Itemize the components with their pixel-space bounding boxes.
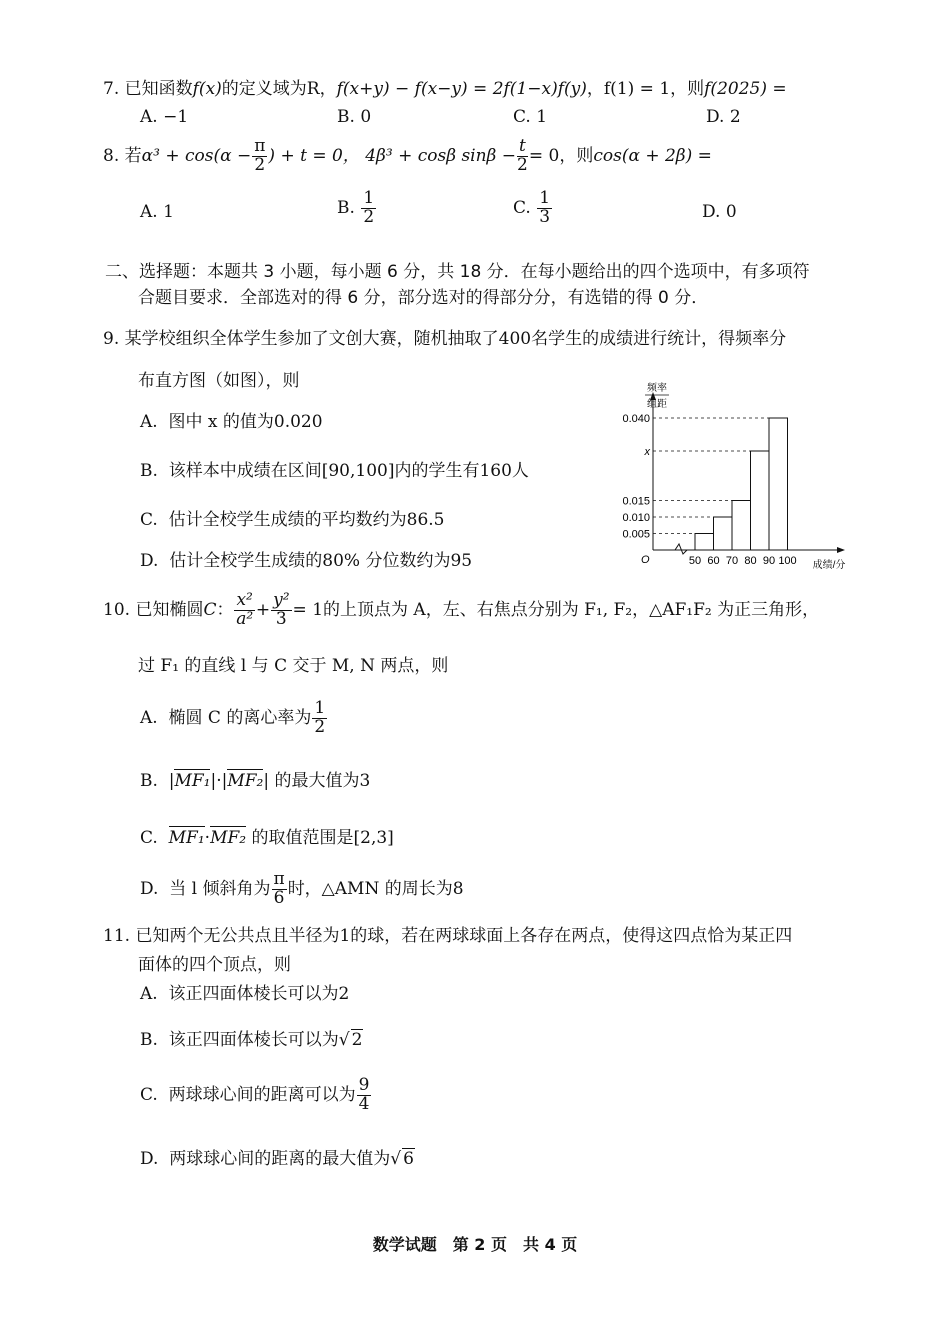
q10-stem: 10. 已知椭圆C： $\frac{\text{x²}}{\text{a²}}$ + $\frac{\text{y²}}{3}$ = 1的上顶点为 A，左、右焦点分别为 F₁, F₂，△AF₁F₂ 为正三角形， — [103, 590, 820, 629]
y-tick-label: x — [644, 446, 650, 458]
x-axis-arrow — [837, 547, 845, 553]
q9-stem-line1: 9. 某学校组织全体学生参加了文创大赛，随机抽取了400名学生的成绩进行统计，得频率分 — [103, 329, 787, 349]
histogram-bar — [695, 534, 714, 551]
x-tick-label: 80 — [744, 555, 757, 567]
q9-option-b: B. 该样本中成绩在区间[90,100]内的学生有160人 — [140, 461, 529, 481]
q11-option-c: C. 两球球心间的距离可以为 $\frac{9}{4}$ — [140, 1075, 370, 1114]
page-footer: 数学试题 第 2 页 共 4 页 — [372, 1235, 578, 1254]
q7-option-c: C. 1 — [513, 107, 548, 127]
x-axis-label: 成绩/分 — [812, 560, 846, 571]
q7-option-d: D. 2 — [706, 107, 741, 127]
q11-stem-line1: 11. 已知两个无公共点且半径为1的球，若在两球球面上各存在两点，使得这四点恰为某正四 — [103, 926, 793, 946]
q7-number: 7. — [103, 79, 120, 99]
q7-stem: 7. 已知函数f(x)的定义域为R，f(x+y) − f(x−y) = 2f(1−x)f(y)，f(1) = 1，则f(2025) = — [103, 79, 787, 99]
x-tick-label: 60 — [707, 555, 720, 567]
q7-option-a: A. −1 — [140, 107, 189, 127]
y-label-bottom: 组距 — [647, 399, 667, 410]
q10-option-a: A. 椭圆 C 的离心率为 $\frac{1}{2}$ — [140, 698, 326, 737]
y-tick-label: 0.015 — [622, 495, 650, 508]
q8-option-a: A. 1 — [140, 202, 174, 222]
section2-line1: 二、选择题：本题共 3 小题，每小题 6 分，共 18 分．在每小题给出的四个选项中，有多项符 — [105, 262, 810, 282]
frequency-histogram — [605, 378, 865, 578]
y-tick-label: 0.040 — [622, 413, 650, 425]
x-tick-label: 90 — [762, 555, 776, 567]
q9-option-a: A. 图中 x 的值为0.020 — [140, 412, 323, 432]
q9-stem-line2: 布直方图（如图），则 — [138, 371, 300, 391]
q10-option-d: D. 当 l 倾斜角为 $\frac{\pi}{6}$ 时，△AMN 的周长为8 — [140, 869, 464, 908]
q11-option-d: D. 两球球心间的距离的最大值为√ 6 — [140, 1149, 414, 1169]
axis-break — [675, 544, 687, 554]
q8-stem: 8. 若α³ + cos(α − $\frac{\pi}{2}$ ) + t = 0， 4β³ + cosβ sinβ − $\frac{t}{2}$ = 0，则cos(α + 2β) = — [103, 136, 712, 175]
y-tick-label: 0.005 — [622, 528, 650, 541]
q8-number: 8. — [103, 145, 120, 166]
q10-option-c: C. MF₁·MF₂ 的取值范围是[2,3] — [140, 828, 394, 848]
histogram-bar — [769, 418, 788, 550]
histogram-bar — [732, 501, 751, 551]
y-tick-label: 0.010 — [622, 512, 650, 524]
histogram-bar — [714, 517, 733, 550]
origin-label: O — [641, 554, 650, 566]
t-over-2: $\frac{t}{2}$ — [517, 136, 528, 175]
q9-option-c: C. 估计全校学生成绩的平均数约为86.5 — [140, 510, 445, 530]
q8-option-b: B. $\frac{1}{2}$ — [337, 188, 375, 227]
section2-line2: 合题目要求．全部选对的得 6 分，部分选对的得部分分，有选错的得 0 分． — [138, 288, 709, 308]
q8-option-d: D. 0 — [702, 202, 737, 222]
q11-option-a: A. 该正四面体棱长可以为2 — [140, 984, 350, 1004]
x-tick-label: 50 — [688, 555, 702, 567]
q10-option-b: B. |MF₁|·|MF₂| 的最大值为3 — [140, 771, 371, 791]
q11-option-b: B. 该正四面体棱长可以为√ 2 — [140, 1030, 363, 1050]
x-tick-label: 70 — [725, 555, 739, 567]
q11-stem-line2: 面体的四个顶点，则 — [138, 955, 291, 975]
q10-stem-line2: 过 F₁ 的直线 l 与 C 交于 M, N 两点，则 — [138, 656, 449, 676]
q9-option-d: D. 估计全校学生成绩的80% 分位数约为95 — [140, 551, 473, 571]
q8-option-c: C. $\frac{1}{3}$ — [513, 188, 551, 227]
x-tick-label: 100 — [778, 555, 797, 567]
pi-over-2: $\frac{\pi}{2}$ — [254, 136, 266, 175]
q7-option-b: B. 0 — [337, 107, 372, 127]
y-label-top: 频率 — [647, 383, 667, 394]
histogram-bar — [751, 451, 770, 550]
